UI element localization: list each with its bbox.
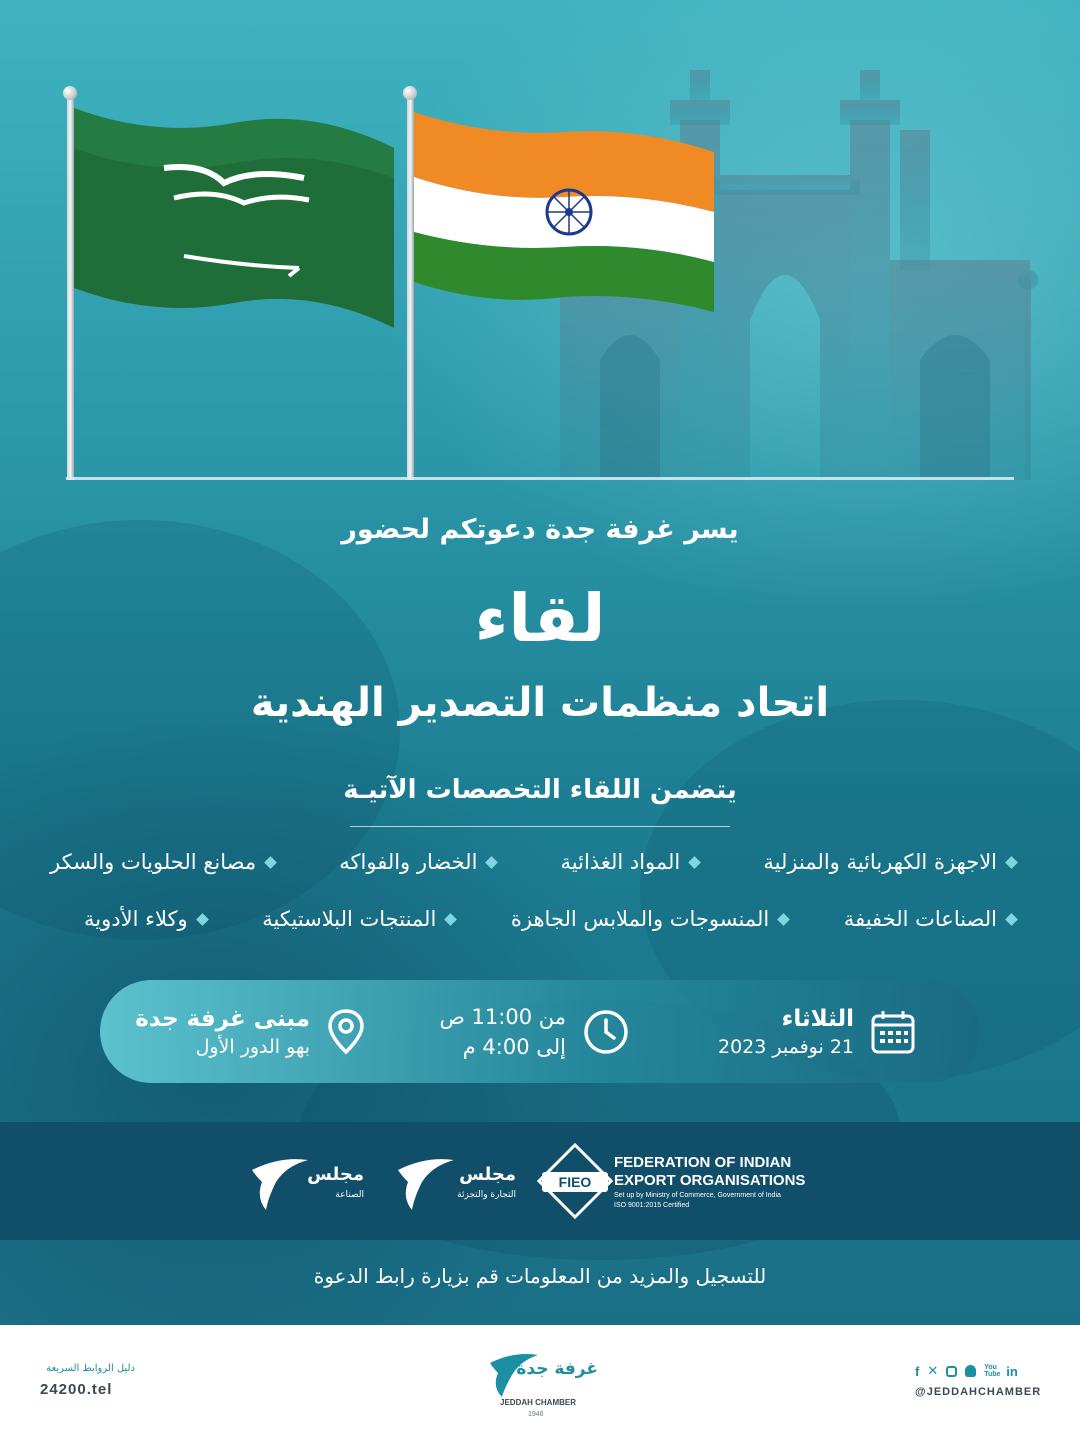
- fieo-name-line-2: EXPORT ORGANISATIONS: [614, 1172, 806, 1189]
- jeddah-chamber-logo: [480, 1345, 610, 1435]
- fieo-name-line-1: FEDERATION OF INDIAN: [614, 1154, 792, 1171]
- snapchat-icon[interactable]: [965, 1365, 976, 1377]
- majlis-swoosh-icon: [246, 1152, 310, 1212]
- specialty-item: الصناعات الخفيفة: [844, 907, 1016, 931]
- clock-icon: [582, 1008, 630, 1056]
- specialty-item: المنتجات البلاستيكية: [262, 907, 455, 931]
- facebook-icon[interactable]: f: [915, 1363, 920, 1379]
- majlis-trade-title: مجلس: [459, 1164, 516, 1185]
- event-date: 21 نوفمبر 2023: [717, 1035, 854, 1058]
- majlis-trade-subtitle: التجارة والتجزئة: [457, 1190, 516, 1200]
- diamond-bullet-icon: [196, 913, 209, 926]
- diamond-bullet-icon: [444, 913, 457, 926]
- specialty-item: مصانع الحلويات والسكر: [50, 850, 275, 874]
- chamber-arabic-name: غرفة جدة: [516, 1359, 598, 1379]
- registration-note: للتسجيل والمزيد من المعلومات قم بزيارة رابط الدعوة: [313, 1264, 767, 1288]
- diamond-bullet-icon: [486, 856, 499, 869]
- majlis-industry-title: مجلس: [307, 1164, 364, 1185]
- time-to: إلى 4:00 م: [462, 1034, 566, 1059]
- specialties-row-2: [84, 907, 1016, 931]
- footer: [0, 1325, 1080, 1438]
- x-icon[interactable]: ✕: [927, 1363, 939, 1378]
- invitation-line: يسر غرفة جدة دعوتكم لحضور: [341, 514, 739, 545]
- specialties-row-1: [50, 850, 1016, 874]
- specialty-item: وكلاء الأدوية: [84, 907, 207, 931]
- date-block: [718, 980, 916, 1083]
- diamond-bullet-icon: [1005, 913, 1018, 926]
- saudi-arabia-flag: [74, 108, 394, 328]
- social-handle[interactable]: @JEDDAHCHAMBER: [915, 1386, 1042, 1398]
- venue-block: [135, 980, 366, 1083]
- india-flag: [414, 112, 714, 312]
- heading-divider: [350, 826, 730, 827]
- specialty-item: المواد الغذائية: [561, 850, 700, 874]
- time-block: [439, 980, 630, 1083]
- saudi-pole-finial: [63, 86, 77, 100]
- chamber-english-name: JEDDAH CHAMBER: [500, 1398, 577, 1407]
- diamond-bullet-icon: [777, 913, 790, 926]
- fieo-tagline: Set up by Ministry of Commerce, Government of India: [614, 1192, 781, 1199]
- location-pin-icon: [326, 1008, 366, 1056]
- chamber-founded-year: 1946: [528, 1411, 544, 1418]
- partner-logos-band: [0, 1122, 1080, 1240]
- majlis-trade-retail-logo: [392, 1150, 522, 1214]
- specialty-item: الاجهزة الكهربائية والمنزلية: [763, 850, 1016, 874]
- diamond-bullet-icon: [688, 856, 701, 869]
- venue-detail: بهو الدور الأول: [195, 1035, 310, 1058]
- specialty-item: الخضار والفواكه: [339, 850, 496, 874]
- saudi-flag-pole: [67, 95, 74, 480]
- event-subtitle: اتحاد منظمات التصدير الهندية: [250, 680, 830, 726]
- majlis-industry-subtitle: الصناعة: [335, 1190, 364, 1200]
- specialties-heading: يتضمن اللقاء التخصصات الآتيـة: [343, 775, 737, 805]
- specialty-item: المنسوجات والملابس الجاهزة: [511, 907, 788, 931]
- linkedin-icon[interactable]: in: [1006, 1363, 1018, 1379]
- diamond-bullet-icon: [1005, 856, 1018, 869]
- fieo-badge: FIEO: [542, 1172, 608, 1192]
- horizon-line: [66, 477, 1014, 480]
- majlis-swoosh-icon: [392, 1152, 456, 1212]
- time-from: من 11:00 ص: [439, 1004, 566, 1029]
- venue-name: مبنى غرفة جدة: [135, 1005, 310, 1032]
- calendar-icon: [870, 1009, 916, 1055]
- youtube-icon[interactable]: You Tube: [984, 1364, 1001, 1378]
- india-flag-pole: [407, 95, 414, 480]
- social-icons: [915, 1363, 1040, 1379]
- instagram-icon[interactable]: [946, 1366, 957, 1377]
- quicklinks-url[interactable]: 24200.tel: [40, 1381, 113, 1398]
- diamond-bullet-icon: [264, 856, 277, 869]
- majlis-industry-logo: [246, 1150, 370, 1214]
- india-pole-finial: [403, 86, 417, 100]
- main-title: لقاء: [474, 580, 606, 657]
- fieo-iso: ISO 9001:2015 Certified: [614, 1202, 690, 1209]
- fieo-logo: [542, 1150, 842, 1214]
- quicklinks-label: دليل الروابط السريعة: [46, 1363, 135, 1374]
- event-info-bar: [100, 980, 980, 1083]
- event-day: الثلاثاء: [781, 1005, 854, 1032]
